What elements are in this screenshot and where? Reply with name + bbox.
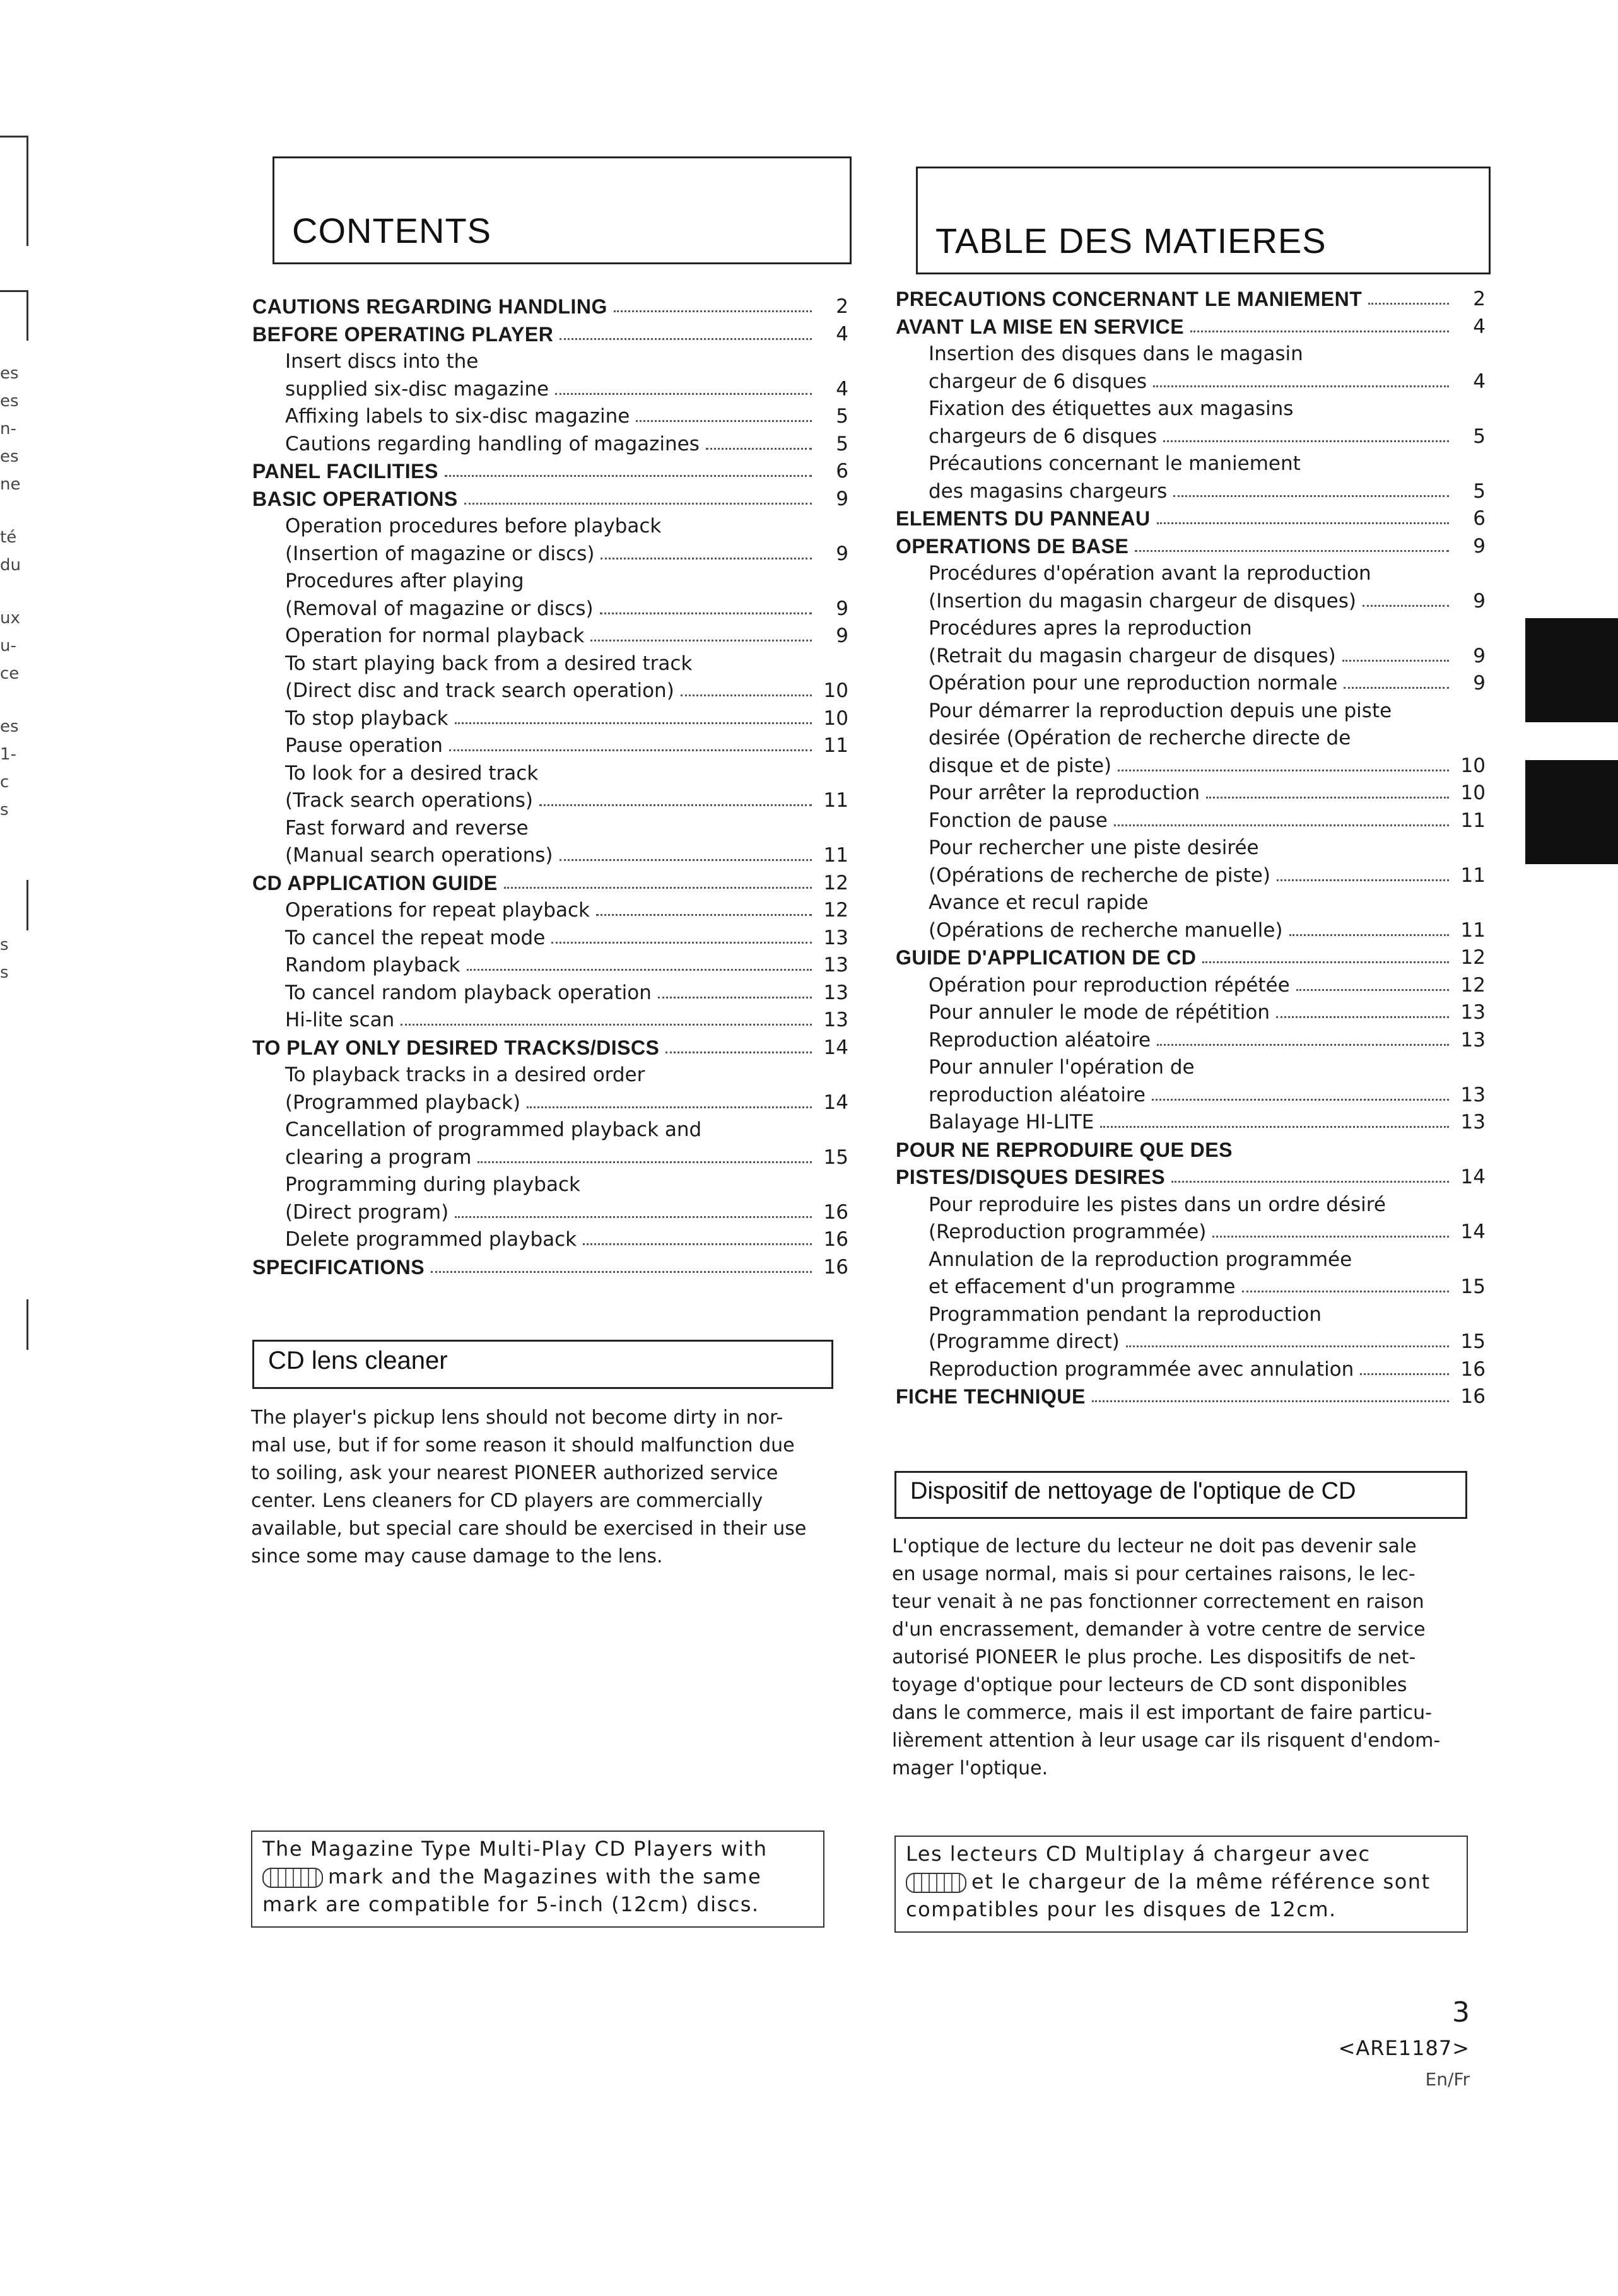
toc-entry	[252, 374, 848, 402]
toc-entry	[896, 503, 1486, 531]
toc-entry	[896, 723, 1486, 751]
toc-entry	[252, 1005, 848, 1033]
document-code: <ARE1187>	[1338, 2036, 1470, 2060]
toc-entry	[896, 1107, 1486, 1135]
toc-entry-page: 4	[1473, 370, 1486, 393]
toc-entry	[896, 312, 1486, 339]
toc-entry	[896, 366, 1486, 394]
toc-leader-dots	[1152, 1099, 1449, 1101]
toc-leader-dots	[551, 942, 812, 944]
toc-entry-text: reproduction aléatoire	[929, 1083, 1146, 1106]
toc-leader-dots	[445, 475, 812, 477]
toc-leader-dots	[464, 503, 812, 505]
toc-entry-page: 12	[1460, 946, 1486, 969]
toc-leader-dots	[1363, 605, 1449, 607]
toc-leader-dots	[1126, 1345, 1449, 1347]
toc-leader-dots	[1157, 522, 1449, 524]
tdm-title: TABLE DES MATIERES	[935, 221, 1327, 261]
nettoyage-text: L'optique de lecture du lecteur ne doit pas devenir sale en usage normal, mais si pour certaines raisons, le lec- teur venait à ne pas fonctionner correctement en raison d'un encrassement, demander à votre centre de service autorisé PIONEER le plus proche. Les dispositifs de net- toyage d'optique pour lecteurs de CD sont disponibles dans le commerce, mais il est important de faire particu- lièrement attention à leur usage car ils risquent d'endom- mager l'optique.	[892, 1535, 1441, 1779]
toc-leader-dots	[1190, 331, 1449, 332]
toc-entry-text: Pour rechercher une piste desirée	[929, 836, 1259, 859]
toc-leader-dots	[614, 310, 812, 312]
toc-entry	[896, 696, 1486, 723]
toc-leader-dots	[1206, 797, 1449, 799]
toc-entry-page: 5	[836, 405, 848, 428]
toc-entry	[896, 668, 1486, 696]
toc-entry-text: Hi-lite scan	[285, 1009, 395, 1031]
toc-leader-dots	[665, 1051, 812, 1053]
toc-leader-dots	[658, 997, 812, 999]
toc-entry	[896, 997, 1486, 1025]
toc-leader-dots	[455, 1216, 812, 1218]
toc-entry-text: GUIDE D'APPLICATION DE CD	[896, 946, 1197, 969]
toc-entry	[896, 1327, 1486, 1354]
toc-leader-dots	[600, 612, 812, 614]
toc-entry-text: AVANT LA MISE EN SERVICE	[896, 315, 1185, 338]
toc-entry	[252, 1142, 848, 1170]
toc-leader-dots	[555, 393, 812, 395]
toc-entry-page: 2	[836, 295, 848, 318]
toc-entry	[252, 840, 848, 868]
toc-entry-page: 15	[1460, 1275, 1486, 1298]
toc-entry-text: Reproduction programmée avec annulation	[929, 1357, 1354, 1381]
language-code: En/Fr	[1425, 2069, 1470, 2090]
toc-entry-text: To playback tracks in a desired order	[285, 1063, 645, 1086]
compat-note-fr-line1: Les lecteurs CD Multiplay á chargeur avec	[906, 1842, 1371, 1866]
toc-leader-dots	[1202, 961, 1449, 963]
toc-entry-text: Pour arrêter la reproduction	[929, 782, 1200, 804]
toc-entry-page: 5	[1473, 479, 1486, 503]
toc-entry-text: Procédures apres la reproduction	[929, 617, 1252, 640]
toc-entry-text: Cancellation of programmed playback and	[285, 1118, 702, 1141]
toc-entry	[896, 284, 1486, 312]
toc-entry-text: Balayage HI-LITE	[929, 1111, 1094, 1133]
toc-entry	[896, 421, 1486, 449]
toc-entry	[252, 785, 848, 813]
toc-entry-page: 14	[823, 1091, 848, 1114]
toc-entry	[896, 394, 1486, 421]
toc-leader-dots	[539, 804, 812, 806]
toc-leader-dots	[1157, 1044, 1449, 1046]
compat-note-fr-line3: compatibles pour les disques de 12cm.	[906, 1897, 1337, 1921]
toc-entry	[896, 1080, 1486, 1108]
toc-entry-text: PISTES/DISQUES DESIRES	[896, 1166, 1166, 1188]
toc-entry-page: 10	[1460, 754, 1486, 777]
toc-entry-text: Operation procedures before playback	[285, 515, 662, 537]
toc-entry-page: 12	[823, 899, 848, 922]
toc-entry-page: 9	[836, 624, 848, 647]
toc-entry	[896, 339, 1486, 366]
toc-entry	[896, 942, 1486, 970]
toc-entry-page: 16	[823, 1200, 848, 1224]
toc-entry-page: 14	[1460, 1166, 1486, 1188]
toc-leader-dots	[1114, 824, 1449, 826]
toc-entry	[896, 1162, 1486, 1190]
toc-entry	[252, 566, 848, 594]
toc-entry	[896, 1381, 1486, 1409]
compat-note-fr-line2: et le chargeur de la même référence sont	[971, 1870, 1431, 1894]
toc-entry-page: 14	[823, 1036, 848, 1059]
toc-entry	[896, 448, 1486, 476]
toc-leader-dots	[1212, 1236, 1449, 1238]
toc-entry-page: 5	[1473, 425, 1486, 448]
toc-entry-text: Fixation des étiquettes aux magasins	[929, 397, 1294, 420]
toc-entry-text: OPERATIONS DE BASE	[896, 534, 1129, 558]
contents-title: CONTENTS	[292, 211, 491, 250]
edge-bracket-3	[26, 880, 28, 930]
toc-entry	[896, 476, 1486, 504]
toc-entry-page: 9	[1473, 672, 1486, 694]
toc-entry-text: clearing a program	[285, 1145, 472, 1169]
toc-entry	[896, 586, 1486, 614]
toc-entry	[896, 531, 1486, 559]
toc-entry-page: 9	[836, 597, 848, 620]
toc-entry-text: BASIC OPERATIONS	[252, 487, 458, 510]
toc-leader-dots	[1173, 495, 1449, 497]
compat-note-en-line3: mark are compatible for 5-inch (12cm) discs.	[262, 1892, 759, 1916]
toc-entry-text: Pour annuler le mode de répétition	[929, 1001, 1270, 1024]
toc-leader-dots	[1344, 687, 1449, 689]
toc-entry-page: 13	[1460, 1028, 1486, 1051]
toc-leader-dots	[504, 887, 812, 889]
toc-entry-text: Annulation de la reproduction programmée	[929, 1248, 1352, 1271]
toc-entry	[252, 923, 848, 951]
toc-entry	[252, 868, 848, 896]
toc-leader-dots	[455, 722, 812, 724]
toc-entry-page: 10	[823, 679, 848, 702]
toc-leader-dots	[401, 1024, 812, 1026]
toc-entry-text: supplied six-disc magazine	[285, 377, 549, 401]
toc-leader-dots	[527, 1106, 812, 1108]
toc-leader-dots	[681, 694, 812, 696]
toc-entry	[896, 778, 1486, 805]
toc-entry-page: 13	[823, 926, 848, 949]
contents-list	[252, 291, 848, 1301]
edge-bracket-4	[26, 1299, 28, 1350]
toc-entry-text: (Reproduction programmée)	[929, 1221, 1207, 1243]
nettoyage-title-box	[894, 1471, 1467, 1519]
toc-entry-page: 9	[1473, 534, 1486, 558]
edge-bracket-2-v	[26, 290, 28, 341]
toc-entry	[896, 1190, 1486, 1217]
toc-entry-text: PRECAUTIONS CONCERNANT LE MANIEMENT	[896, 288, 1363, 310]
toc-entry	[252, 621, 848, 648]
edge-bracket-top-v	[26, 136, 28, 246]
toc-entry	[252, 813, 848, 841]
toc-entry-text: Procédures d'opération avant la reproduction	[929, 562, 1371, 585]
compat-note-en-line2: mark and the Magazines with the same	[328, 1865, 762, 1889]
toc-entry-page: 6	[836, 460, 848, 483]
toc-entry-page: 4	[1473, 315, 1486, 338]
toc-entry-page: 11	[823, 734, 848, 757]
toc-leader-dots	[560, 338, 812, 340]
toc-entry	[252, 1033, 848, 1060]
lens-cleaner-text: The player's pickup lens should not become dirty in nor- mal use, but if for some reason it should malfunction due to soiling, ask your nearest PIONEER authorized service center. Lens cleaners for CD players are commercially available, but special care should be exercised in their use since some may cause damage to the lens.	[251, 1407, 807, 1567]
toc-entry	[252, 346, 848, 374]
toc-leader-dots	[1092, 1400, 1449, 1402]
toc-entry-text: Précautions concernant le maniement	[929, 452, 1301, 475]
toc-leader-dots	[478, 1161, 812, 1163]
toc-entry-text: (Track search operations)	[285, 789, 533, 812]
toc-entry-text: CAUTIONS REGARDING HANDLING	[252, 295, 607, 318]
toc-leader-dots	[1171, 1181, 1449, 1183]
toc-entry	[252, 291, 848, 319]
toc-entry-text: ELEMENTS DU PANNEAU	[896, 507, 1151, 530]
toc-entry-page: 13	[823, 981, 848, 1004]
toc-entry-text: (Direct program)	[285, 1200, 449, 1224]
lens-cleaner-title: CD lens cleaner	[268, 1347, 448, 1374]
toc-entry	[252, 319, 848, 347]
toc-entry	[252, 703, 848, 731]
toc-entry	[252, 484, 848, 512]
toc-leader-dots	[560, 859, 812, 861]
toc-leader-dots	[1135, 550, 1449, 552]
nettoyage-title: Dispositif de nettoyage de l'optique de CD	[910, 1478, 1356, 1504]
toc-entry-page: 12	[823, 871, 848, 894]
compat-note-en-line1: The Magazine Type Multi-Play CD Players with	[262, 1837, 768, 1861]
toc-leader-dots	[1289, 934, 1449, 936]
toc-entry-page: 13	[823, 1009, 848, 1031]
toc-leader-dots	[706, 448, 812, 450]
section-tab-mark-1	[1525, 618, 1618, 722]
toc-entry-text: Opération pour une reproduction normale	[929, 672, 1338, 694]
toc-entry-page: 13	[1460, 1083, 1486, 1106]
toc-entry-text: SPECIFICATIONS	[252, 1255, 425, 1279]
toc-leader-dots	[590, 640, 812, 641]
toc-entry-text: desirée (Opération de recherche directe de	[929, 727, 1351, 749]
toc-entry	[252, 401, 848, 429]
toc-leader-dots	[1277, 879, 1449, 881]
toc-entry-text: et effacement d'un programme	[929, 1275, 1236, 1298]
toc-entry	[252, 1224, 848, 1252]
toc-entry-text: (Insertion du magasin chargeur de disques)	[929, 589, 1356, 612]
toc-leader-dots	[601, 558, 812, 559]
toc-entry-text: Operation for normal playback	[285, 624, 585, 647]
toc-entry-text: (Programme direct)	[929, 1330, 1120, 1353]
toc-entry-page: 11	[1460, 864, 1486, 887]
toc-entry	[252, 1060, 848, 1087]
toc-leader-dots	[467, 969, 812, 971]
toc-entry	[896, 641, 1486, 669]
toc-entry-page: 5	[836, 432, 848, 455]
toc-entry-page: 2	[1473, 288, 1486, 310]
toc-entry-page: 13	[823, 954, 848, 976]
toc-entry	[252, 758, 848, 786]
toc-entry-text: Pour démarrer la reproduction depuis une piste	[929, 699, 1392, 722]
contents-title-box	[273, 156, 852, 264]
toc-leader-dots	[583, 1243, 812, 1245]
tdm-list	[896, 284, 1486, 1419]
toc-leader-dots	[1368, 303, 1449, 305]
toc-entry	[896, 915, 1486, 943]
toc-entry-text: To start playing back from a desired track	[285, 652, 693, 675]
toc-entry-text: Programming during playback	[285, 1173, 580, 1196]
toc-entry-text: (Programmed playback)	[285, 1091, 521, 1114]
toc-entry-text: Cautions regarding handling of magazines	[285, 432, 700, 455]
toc-entry	[896, 1354, 1486, 1382]
toc-entry-text: Reproduction aléatoire	[929, 1028, 1151, 1051]
toc-entry-page: 12	[1460, 973, 1486, 997]
toc-entry-text: chargeur de 6 disques	[929, 370, 1147, 393]
toc-entry-text: To cancel random playback operation	[285, 981, 652, 1004]
toc-entry-text: (Manual search operations)	[285, 844, 553, 867]
toc-entry	[896, 805, 1486, 833]
toc-entry-text: Programmation pendant la reproduction	[929, 1303, 1322, 1326]
edge-bracket-2	[0, 290, 28, 292]
toc-entry	[896, 1025, 1486, 1053]
toc-entry	[896, 887, 1486, 915]
multi-disc-mark-icon	[906, 1873, 966, 1893]
toc-entry-text: CD APPLICATION GUIDE	[252, 871, 498, 894]
toc-entry-text: Avance et recul rapide	[929, 891, 1149, 914]
toc-entry-text: To stop playback	[285, 706, 448, 730]
toc-entry-text: POUR NE REPRODUIRE QUE DES	[896, 1138, 1233, 1161]
toc-entry-page: 13	[1460, 1111, 1486, 1133]
compat-note-en	[251, 1830, 824, 1928]
toc-entry-text: (Insertion of magazine or discs)	[285, 542, 595, 565]
toc-entry	[252, 1252, 848, 1280]
toc-entry-text: (Opérations de recherche de piste)	[929, 864, 1270, 887]
edge-bracket-top	[0, 136, 28, 138]
toc-leader-dots	[1360, 1373, 1449, 1375]
toc-entry-text: TO PLAY ONLY DESIRED TRACKS/DISCS	[252, 1036, 660, 1059]
page-number: 3	[1452, 1996, 1470, 2029]
toc-entry-page: 16	[823, 1255, 848, 1279]
toc-entry	[252, 895, 848, 923]
toc-entry	[896, 1272, 1486, 1299]
toc-entry-page: 16	[823, 1228, 848, 1251]
toc-leader-dots	[596, 914, 812, 916]
toc-entry-page: 4	[836, 322, 848, 346]
edge-fragments: es es n- es ne té du ux u- ce es 1- c s s s	[0, 364, 21, 982]
toc-entry	[896, 1299, 1486, 1327]
toc-entry	[896, 860, 1486, 888]
toc-entry	[896, 613, 1486, 641]
toc-entry	[896, 970, 1486, 998]
toc-entry	[896, 1245, 1486, 1272]
toc-entry-text: BEFORE OPERATING PLAYER	[252, 322, 554, 346]
toc-entry-text: Random playback	[285, 954, 460, 976]
toc-entry	[896, 1135, 1486, 1163]
toc-entry-text: Delete programmed playback	[285, 1228, 577, 1251]
toc-entry-text: des magasins chargeurs	[929, 479, 1168, 503]
toc-entry-text: chargeurs de 6 disques	[929, 425, 1158, 448]
toc-entry-text: disque et de piste)	[929, 754, 1112, 777]
toc-entry-page: 4	[836, 377, 848, 401]
toc-entry	[252, 978, 848, 1005]
toc-entry-text: Affixing labels to six-disc magazine	[285, 405, 630, 428]
toc-entry-text: To cancel the repeat mode	[285, 926, 546, 949]
toc-entry	[252, 676, 848, 703]
toc-entry	[252, 456, 848, 484]
toc-leader-dots	[1118, 770, 1449, 771]
toc-entry-text: Procedures after playing	[285, 570, 524, 592]
toc-leader-dots	[431, 1271, 812, 1273]
toc-leader-dots	[1276, 1016, 1449, 1018]
toc-entry-text: Pause operation	[285, 734, 443, 757]
toc-leader-dots	[449, 749, 812, 751]
toc-entry	[896, 1052, 1486, 1080]
toc-leader-dots	[1296, 989, 1449, 991]
toc-leader-dots	[1163, 440, 1449, 442]
toc-entry-page: 9	[1473, 644, 1486, 667]
toc-entry-text: Pour reproduire les pistes dans un ordre désiré	[929, 1193, 1386, 1216]
toc-entry	[896, 833, 1486, 860]
toc-entry-page: 11	[1460, 809, 1486, 832]
section-tab-mark-2	[1525, 760, 1618, 864]
toc-entry-page: 11	[823, 844, 848, 867]
toc-entry-page: 9	[836, 542, 848, 565]
tdm-title-box	[916, 167, 1491, 274]
toc-entry	[252, 1197, 848, 1225]
toc-entry	[252, 594, 848, 621]
toc-entry-page: 11	[1460, 918, 1486, 942]
toc-entry-text: Insert discs into the	[285, 350, 479, 373]
toc-entry	[252, 429, 848, 457]
toc-entry-page: 13	[1460, 1001, 1486, 1024]
compat-note-fr	[894, 1836, 1468, 1933]
toc-entry-page: 6	[1473, 507, 1486, 530]
toc-entry	[252, 648, 848, 676]
toc-entry	[252, 511, 848, 539]
toc-entry-page: 15	[1460, 1330, 1486, 1353]
toc-entry-page: 9	[1473, 589, 1486, 612]
toc-entry-page: 14	[1460, 1221, 1486, 1243]
toc-entry-text: FICHE TECHNIQUE	[896, 1385, 1086, 1408]
toc-entry-page: 16	[1460, 1385, 1486, 1408]
toc-entry-text: Fast forward and reverse	[285, 816, 529, 840]
toc-leader-dots	[1100, 1126, 1449, 1128]
toc-entry-page: 16	[1460, 1357, 1486, 1381]
toc-entry-text: Operations for repeat playback	[285, 899, 590, 922]
toc-entry-page: 15	[823, 1145, 848, 1169]
toc-entry-text: (Direct disc and track search operation)	[285, 679, 674, 702]
toc-leader-dots	[636, 420, 812, 422]
toc-entry-text: Insertion des disques dans le magasin	[929, 343, 1303, 365]
toc-entry-text: To look for a desired track	[285, 761, 539, 785]
toc-entry-page: 10	[823, 706, 848, 730]
toc-entry-page: 10	[1460, 782, 1486, 804]
toc-entry	[896, 1217, 1486, 1245]
toc-leader-dots	[1342, 660, 1449, 662]
toc-entry-text: Fonction de pause	[929, 809, 1108, 832]
toc-leader-dots	[1153, 385, 1449, 387]
toc-entry-page: 11	[823, 789, 848, 812]
toc-entry-text: Opération pour reproduction répétée	[929, 973, 1290, 997]
toc-entry	[252, 539, 848, 566]
toc-entry	[252, 1115, 848, 1142]
toc-entry	[252, 1087, 848, 1115]
toc-entry-text: (Retrait du magasin chargeur de disques)	[929, 644, 1336, 667]
toc-entry-text: PANEL FACILITIES	[252, 460, 438, 483]
toc-entry	[252, 1169, 848, 1197]
toc-entry	[252, 730, 848, 758]
toc-entry-text: (Opérations de recherche manuelle)	[929, 918, 1283, 942]
toc-entry	[896, 751, 1486, 778]
toc-entry-text: Pour annuler l'opération de	[929, 1056, 1195, 1079]
toc-entry-text: (Removal of magazine or discs)	[285, 597, 594, 620]
multi-disc-mark-icon	[262, 1868, 323, 1888]
toc-leader-dots	[1242, 1291, 1450, 1292]
toc-entry	[896, 558, 1486, 586]
toc-entry	[252, 950, 848, 978]
toc-entry-page: 9	[836, 487, 848, 510]
lens-cleaner-title-box	[252, 1340, 833, 1389]
